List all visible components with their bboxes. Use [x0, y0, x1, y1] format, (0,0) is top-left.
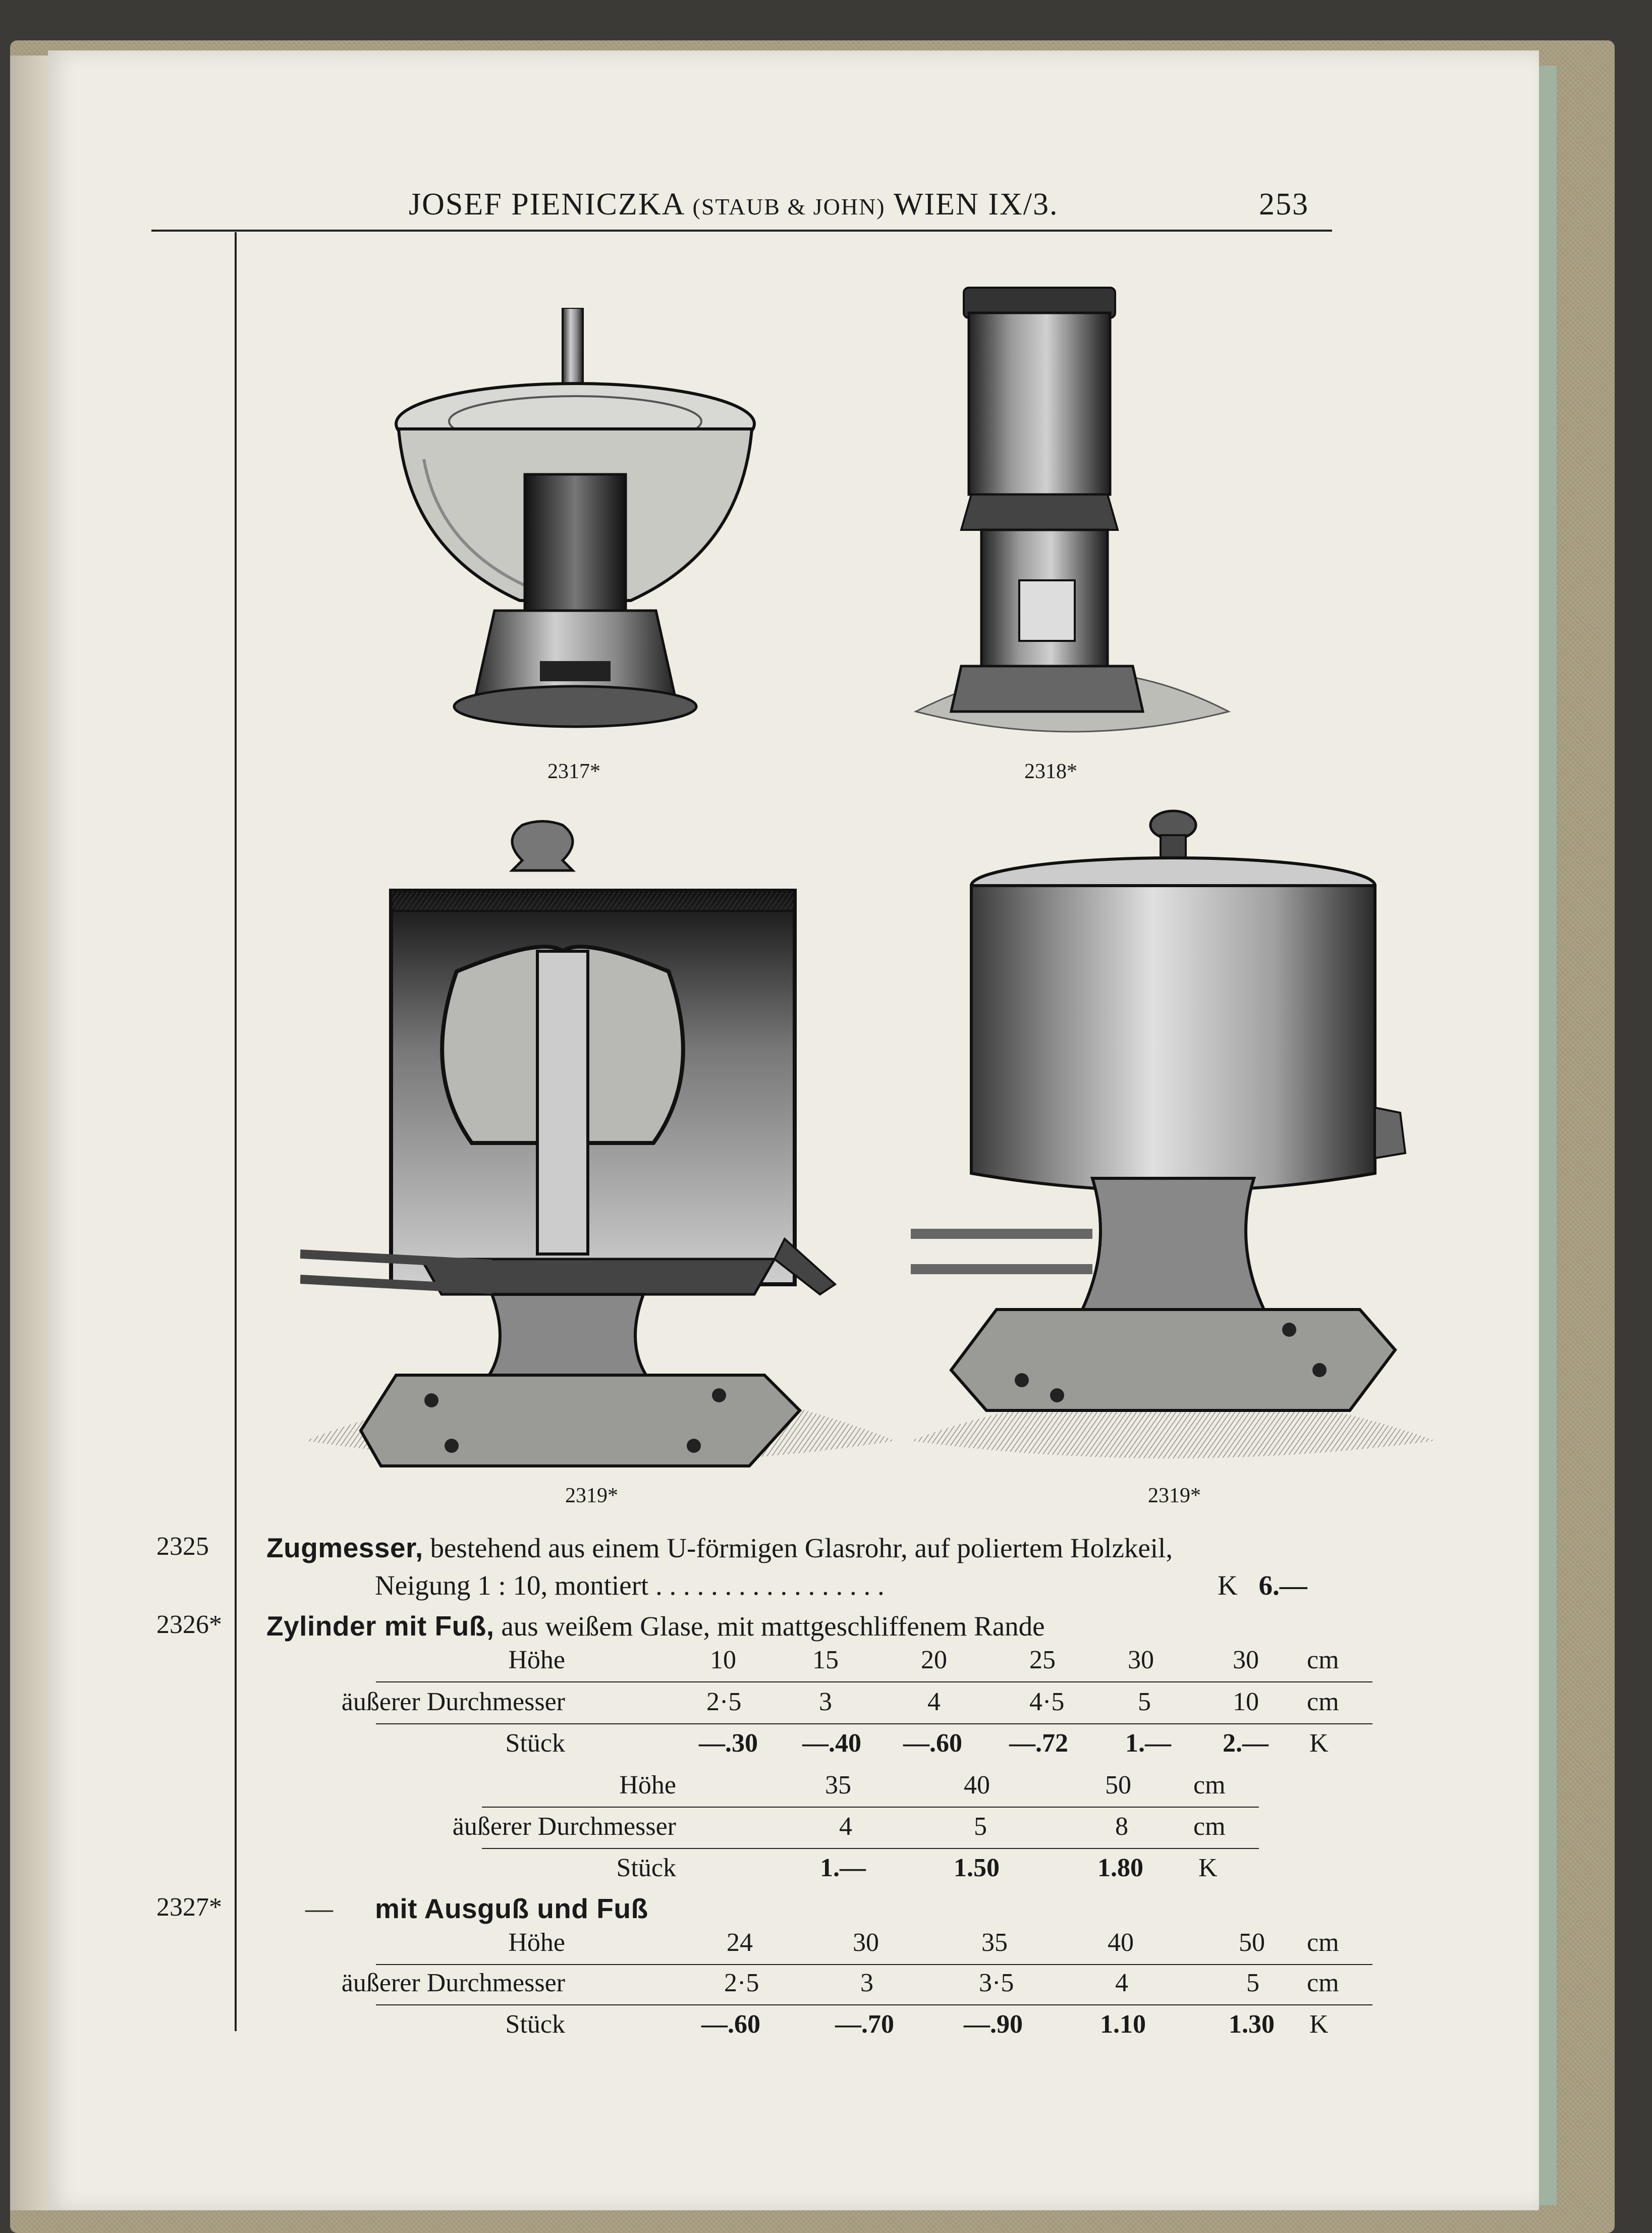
table-cell: 40 [1108, 1928, 1134, 1957]
item-2326-line1 [266, 1610, 1045, 1642]
cylinder-apparatus-illustration [906, 278, 1239, 747]
price-cell: —.72 [1009, 1729, 1068, 1758]
table-cell: 30 [1128, 1646, 1154, 1674]
item-2327-dash: — [305, 1893, 333, 1924]
table-rule [376, 1681, 1372, 1682]
header-rule [151, 230, 1332, 232]
item-title-zylinder: Zylinder mit Fuß, [266, 1610, 494, 1642]
price-value: 6.— [1258, 1570, 1307, 1601]
table-cell: 35 [981, 1928, 1008, 1957]
margin-rule [235, 232, 237, 2031]
price-cell: —.70 [835, 2010, 894, 2039]
price-cell: 1.10 [1100, 2010, 1146, 2039]
table-cell: 3 [860, 1969, 873, 1997]
table-cell: 20 [921, 1646, 947, 1674]
item-2325-leader-dots: . . . . . . . . . . . . . . . . . [655, 1570, 885, 1601]
row-label-durchmesser: äußerer Durchmesser [341, 1687, 565, 1716]
unit-k: K [1198, 1854, 1218, 1882]
table-cell: 50 [1239, 1928, 1265, 1957]
figure-caption-2317: 2317* [547, 760, 600, 783]
table-cell: 10 [1233, 1687, 1259, 1716]
table-cell: 4 [839, 1812, 852, 1841]
table-cell: 15 [812, 1646, 839, 1674]
table-rule [376, 2004, 1372, 2005]
table-cell: 4 [1115, 1969, 1128, 1997]
table-cell: 25 [1029, 1646, 1056, 1674]
unit-k: K [1309, 1729, 1329, 1758]
table-rule [482, 1848, 1259, 1849]
price-cell: —.30 [699, 1729, 758, 1758]
price-cell: —.60 [701, 2010, 760, 2039]
company-partners: (STAUB & JOHN) [692, 194, 886, 220]
item-number-2326: 2326* [156, 1610, 222, 1639]
table-cell: 5 [1246, 1969, 1259, 1997]
separator-cutaway-illustration [300, 820, 906, 1476]
price-cell: —.90 [964, 2010, 1023, 2039]
figure-caption-2318: 2318* [1024, 760, 1077, 783]
table-rule [482, 1807, 1259, 1808]
separator-closed-illustration [906, 805, 1441, 1471]
table-cell: 5 [1138, 1687, 1151, 1716]
item-2325-line2 [375, 1569, 885, 1601]
table-cell: 2·5 [724, 1969, 759, 1997]
table-cell: 30 [1233, 1646, 1259, 1674]
item-number-2327: 2327* [156, 1893, 222, 1922]
row-label-hoehe: Höhe [508, 1646, 565, 1674]
row-label-stueck: Stück [616, 1854, 676, 1882]
table-cell: 2·5 [706, 1687, 742, 1716]
company-city: WIEN IX/3. [894, 187, 1059, 222]
table-cell: 24 [727, 1928, 753, 1957]
table-cell: 5 [974, 1812, 987, 1841]
row-label-hoehe: Höhe [619, 1771, 676, 1800]
item-title-ausguss: mit Ausguß und Fuß [375, 1893, 648, 1924]
unit-cm: cm [1307, 1687, 1339, 1716]
table-cell: 8 [1115, 1812, 1128, 1841]
page-header [409, 187, 1058, 223]
item-number-2325: 2325 [156, 1532, 209, 1561]
price-cell: 1.— [820, 1854, 866, 1882]
unit-k: K [1309, 2010, 1329, 2039]
item-2326-description: aus weißem Glase, mit mattgeschliffenem Rande [501, 1611, 1045, 1642]
price-cell: 2.— [1223, 1729, 1269, 1758]
table-rule [376, 1964, 1372, 1965]
row-label-stueck: Stück [505, 1729, 565, 1758]
item-2325-line1 [266, 1532, 1173, 1564]
table-cell: 4·5 [1029, 1687, 1065, 1716]
table-cell: 50 [1105, 1771, 1131, 1800]
table-rule [376, 1723, 1372, 1724]
row-label-hoehe: Höhe [508, 1928, 565, 1957]
row-label-durchmesser: äußerer Durchmesser [452, 1812, 676, 1841]
unit-cm: cm [1193, 1812, 1226, 1841]
table-cell: 35 [825, 1771, 851, 1800]
separator-bowl-illustration [394, 308, 757, 752]
price-cell: —.40 [802, 1729, 861, 1758]
row-label-stueck: Stück [505, 2010, 565, 2039]
figure-caption-2319-b: 2319* [1148, 1484, 1201, 1507]
price-cell: 1.30 [1229, 2010, 1275, 2039]
item-2325-price [1218, 1569, 1307, 1601]
unit-cm: cm [1307, 1646, 1339, 1674]
price-cell: 1.— [1125, 1729, 1171, 1758]
table-cell: 3 [819, 1687, 832, 1716]
row-label-durchmesser: äußerer Durchmesser [341, 1969, 565, 1997]
table-cell: 10 [710, 1646, 736, 1674]
company-name: JOSEF PIENICZKA [409, 187, 684, 222]
table-cell: 3·5 [979, 1969, 1014, 1997]
item-2325-inclination: Neigung 1 : 10, montiert [375, 1570, 649, 1601]
unit-cm: cm [1307, 1969, 1339, 1997]
price-cell: 1.50 [954, 1854, 1000, 1882]
figure-caption-2319-a: 2319* [565, 1484, 618, 1507]
currency: K [1218, 1570, 1238, 1601]
unit-cm: cm [1193, 1771, 1226, 1800]
catalog-page [48, 50, 1539, 2210]
price-cell: —.60 [903, 1729, 962, 1758]
table-cell: 30 [853, 1928, 879, 1957]
item-title-zugmesser: Zugmesser, [266, 1532, 423, 1563]
price-cell: 1.80 [1097, 1854, 1143, 1882]
item-2325-description: bestehend aus einem U-förmigen Glasrohr, auf poliertem Holzkeil, [430, 1533, 1173, 1563]
table-cell: 4 [927, 1687, 941, 1716]
unit-cm: cm [1307, 1928, 1339, 1957]
page-number: 253 [1259, 187, 1309, 222]
table-cell: 40 [964, 1771, 990, 1800]
